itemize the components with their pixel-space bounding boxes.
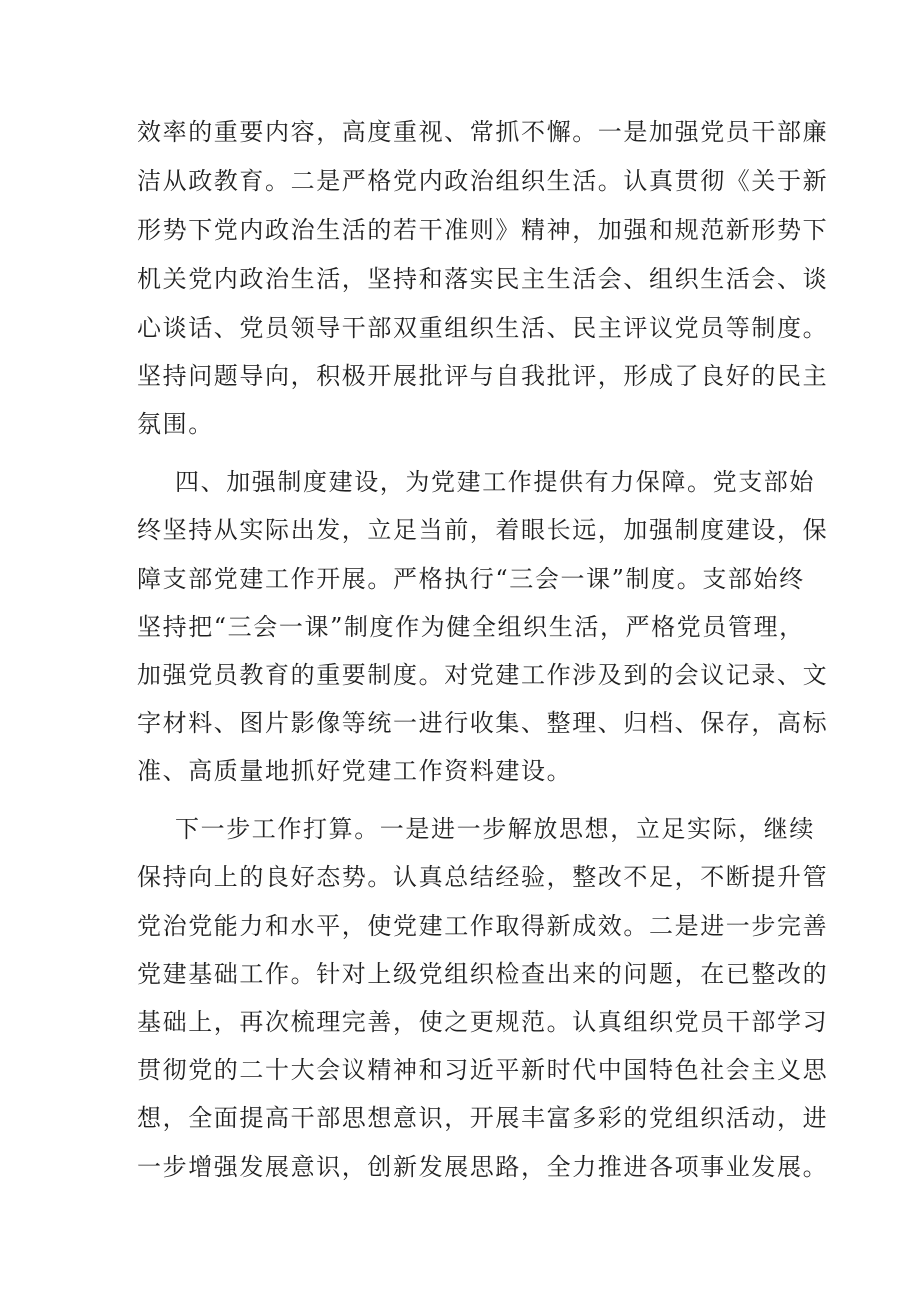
text-line: 障支部党建工作开展。严格执行“三会一课”制度。支部始终 xyxy=(137,565,805,593)
text-line: 终坚持从实际出发，立足当前，着眼长远，加强制度建设，保 xyxy=(137,516,829,544)
text-line: 形势下党内政治生活的若干准则》精神，加强和规范新形势下 xyxy=(137,216,829,244)
text-line: 坚持把“三会一课”制度作为健全组织生活，严格党员管理， xyxy=(137,613,805,641)
text-line: 想，全面提高干部思想意识，开展丰富多彩的党组织活动，进 xyxy=(137,1104,829,1132)
text-line: 字材料、图片影像等统一进行收集、整理、归档、保存，高标 xyxy=(137,709,829,737)
text-line: 党治党能力和水平，使党建工作取得新成效。二是进一步完善 xyxy=(137,912,829,940)
text-line: 加强党员教育的重要制度。对党建工作涉及到的会议记录、文 xyxy=(137,661,829,689)
text-line: 洁从政教育。二是严格党内政治组织生活。认真贯彻《关于新 xyxy=(137,167,829,195)
text-line: 准、高质量地抓好党建工作资料建设。 xyxy=(137,757,573,785)
text-line: 党建基础工作。针对上级党组织检查出来的问题，在已整改的 xyxy=(137,960,829,988)
text-line: 机关党内政治生活，坚持和落实民主生活会、组织生活会、谈 xyxy=(137,265,829,293)
text-line: 贯彻党的二十大会议精神和习近平新时代中国特色社会主义思 xyxy=(137,1056,829,1084)
text-line: 下一步工作打算。一是进一步解放思想，立足实际，继续 xyxy=(175,815,815,843)
text-line: 坚持问题导向，积极开展批评与自我批评，形成了良好的民主 xyxy=(137,362,829,390)
text-line: 四、加强制度建设，为党建工作提供有力保障。党支部始 xyxy=(175,468,815,496)
text-line: 一步增强发展意识，创新发展思路，全力推进各项事业发展。 xyxy=(137,1153,829,1181)
text-line: 基础上，再次梳理完善，使之更规范。认真组织党员干部学习 xyxy=(137,1008,829,1036)
text-line: 保持向上的良好态势。认真总结经验，整改不足，不断提升管 xyxy=(137,863,829,891)
text-line: 效率的重要内容，高度重视、常抓不懈。一是加强党员干部廉 xyxy=(137,118,829,146)
text-line: 氛围。 xyxy=(137,410,214,438)
text-line: 心谈话、党员领导干部双重组织生活、民主评议党员等制度。 xyxy=(137,314,829,342)
